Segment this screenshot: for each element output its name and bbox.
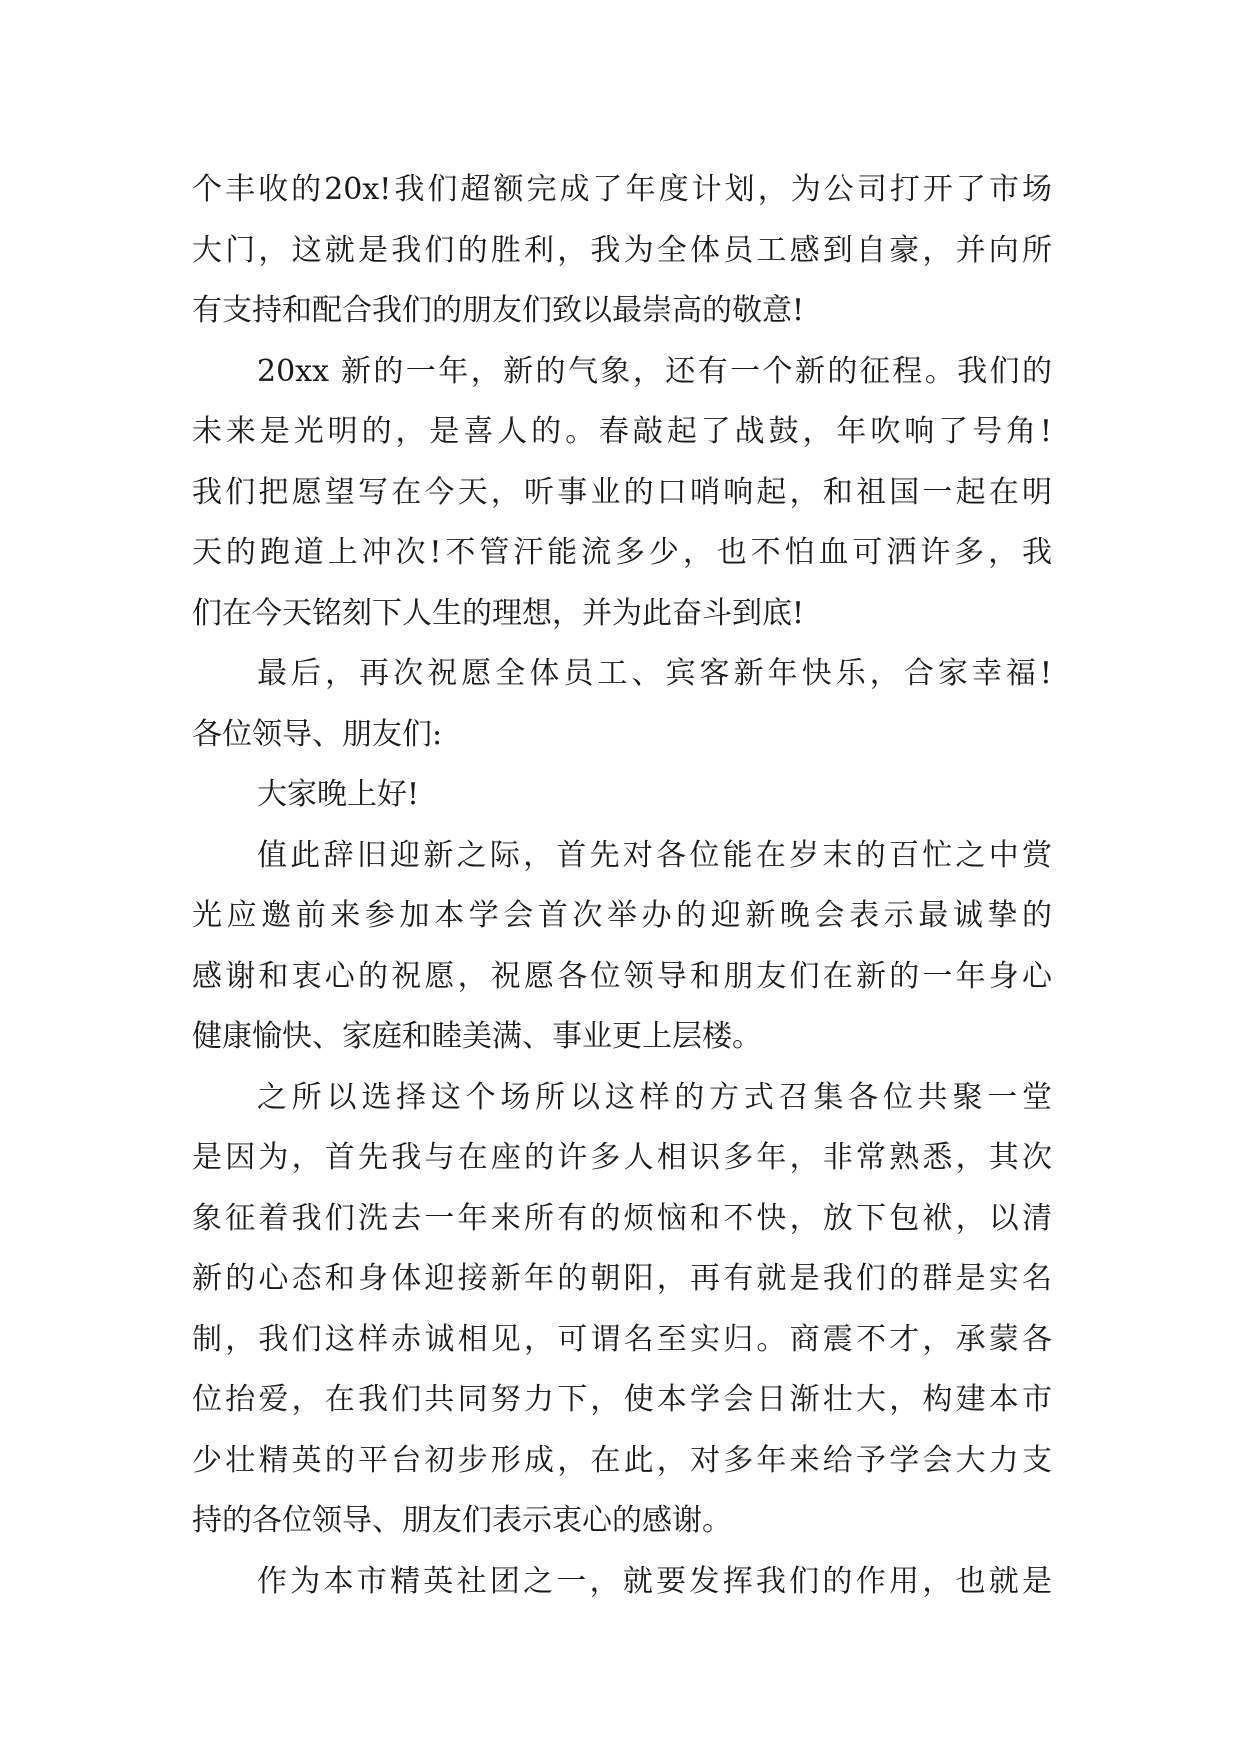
text-line: 未来是光明的，是喜人的。春敲起了战鼓，年吹响了号角! <box>192 414 1052 449</box>
text-line: 值此辞旧迎新之际，首先对各位能在岁末的百忙之中赏 <box>257 837 1052 873</box>
text-line: 天的跑道上冲次!不管汗能流多少，也不怕血可洒许多，我 <box>192 535 1052 570</box>
text-line: 我们把愿望写在今天，听事业的口哨响起，和祖国一起在明 <box>192 474 1052 510</box>
text-line: 20xx 新的一年，新的气象，还有一个新的征程。我们的 <box>257 353 1052 389</box>
text-line: 之所以选择这个场所以这样的方式召集各位共聚一堂 <box>257 1079 1052 1115</box>
text-line: 象征着我们洗去一年来所有的烦恼和不快，放下包袱，以清 <box>192 1200 1052 1236</box>
text-line: 位抬爱，在我们共同努力下，使本学会日渐壮大，构建本市 <box>192 1382 1052 1417</box>
text-line: 光应邀前来参加本学会首次举办的迎新晚会表示最诚挚的 <box>192 898 1052 933</box>
text-line: 作为本市精英社团之一，就要发挥我们的作用，也就是 <box>257 1563 1052 1599</box>
text-line: 感谢和衷心的祝愿，祝愿各位领导和朋友们在新的一年身心 <box>192 958 1052 994</box>
text-line: 新的心态和身体迎接新年的朝阳，再有就是我们的群是实名 <box>192 1261 1052 1296</box>
text-line: 最后，再次祝愿全体员工、宾客新年快乐，合家幸福! <box>257 656 1052 691</box>
text-line: 各位领导、朋友们: <box>192 716 443 752</box>
text-line: 有支持和配合我们的朋友们致以最崇高的敬意! <box>192 293 805 328</box>
text-line: 是因为，首先我与在座的许多人相识多年，非常熟悉，其次 <box>192 1140 1052 1175</box>
text-line: 们在今天铭刻下人生的理想，并为此奋斗到底! <box>192 595 805 631</box>
text-line: 大门，这就是我们的胜利，我为全体员工感到自豪，并向所 <box>192 232 1052 268</box>
text-line: 大家晚上好! <box>257 777 420 812</box>
text-line: 持的各位领导、朋友们表示衷心的感谢。 <box>192 1503 732 1538</box>
text-line: 制，我们这样赤诚相见，可谓名至实归。商震不才，承蒙各 <box>192 1321 1052 1357</box>
text-line: 少壮精英的平台初步形成，在此，对多年来给予学会大力支 <box>192 1442 1052 1478</box>
document-body <box>192 160 1052 1612</box>
text-line: 健康愉快、家庭和睦美满、事业更上层楼。 <box>192 1019 762 1054</box>
text-line: 个丰收的20x!我们超额完成了年度计划，为公司打开了市场 <box>192 172 1052 207</box>
